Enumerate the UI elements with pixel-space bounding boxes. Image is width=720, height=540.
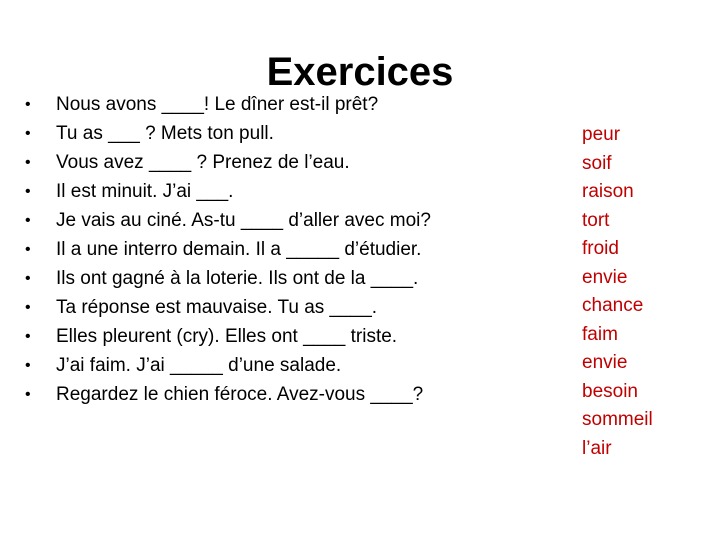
word-bank-item: peur [582,124,621,145]
word-bank-item: tort [582,209,610,231]
word-bank-item: soif [582,152,612,174]
list-item [0,119,520,148]
exercise-sentence: Tu as ___ ? Mets ton pull. [56,123,274,144]
bullet-icon: • [25,241,31,258]
exercise-sentence: Ils ont gagné à la loterie. Ils ont de la ____. [56,268,419,289]
exercise-sentence: J’ai faim. J’ai _____ d’une salade. [56,355,342,376]
exercise-sentence: Je vais au ciné. As-tu ____ d’aller avec moi? [56,210,431,231]
bullet-icon: • [25,183,31,200]
exercise-sentence: Il est minuit. J’ai ___. [56,181,234,202]
word-bank-item: envie [582,352,628,373]
list-item [0,380,520,409]
word-bank-item: froid [582,238,619,259]
bullet-icon: • [25,299,31,316]
bullet-icon: • [25,96,31,113]
bullet-icon: • [25,328,31,345]
word-bank-item: sommeil [582,409,653,430]
exercise-sentence: Nous avons ____! Le dîner est-il prêt? [56,94,379,115]
list-item [0,235,520,264]
list-item [0,148,520,177]
word-bank-item: envie [582,266,628,288]
list-item [0,351,520,380]
bullet-icon: • [25,125,31,142]
list-item [0,322,520,351]
word-bank-item: chance [582,295,644,316]
word-bank-item: l’air [582,437,612,459]
exercise-sentence: Vous avez ____ ? Prenez de l’eau. [56,152,350,173]
bullet-icon: • [25,154,31,171]
exercise-sentence: Il a une interro demain. Il a _____ d’étudier. [56,239,422,260]
exercise-sentence: Regardez le chien féroce. Avez-vous ____? [56,384,424,405]
bullet-icon: • [25,357,31,374]
word-bank-item: besoin [582,380,638,402]
word-bank [582,121,653,463]
page-title: Exercices [266,49,454,94]
word-bank-item: faim [582,323,618,345]
list-item [0,293,520,322]
bullet-icon: • [25,212,31,229]
exercise-sentence: Elles pleurent (cry). Elles ont ____ triste. [56,326,398,347]
list-item [0,177,520,206]
exercise-list [0,90,520,409]
word-bank-item: raison [582,181,634,202]
list-item [0,264,520,293]
exercise-sentence: Ta réponse est mauvaise. Tu as ____. [56,297,378,318]
bullet-icon: • [25,386,31,403]
list-item [0,206,520,235]
bullet-icon: • [25,270,31,287]
list-item [0,90,520,119]
